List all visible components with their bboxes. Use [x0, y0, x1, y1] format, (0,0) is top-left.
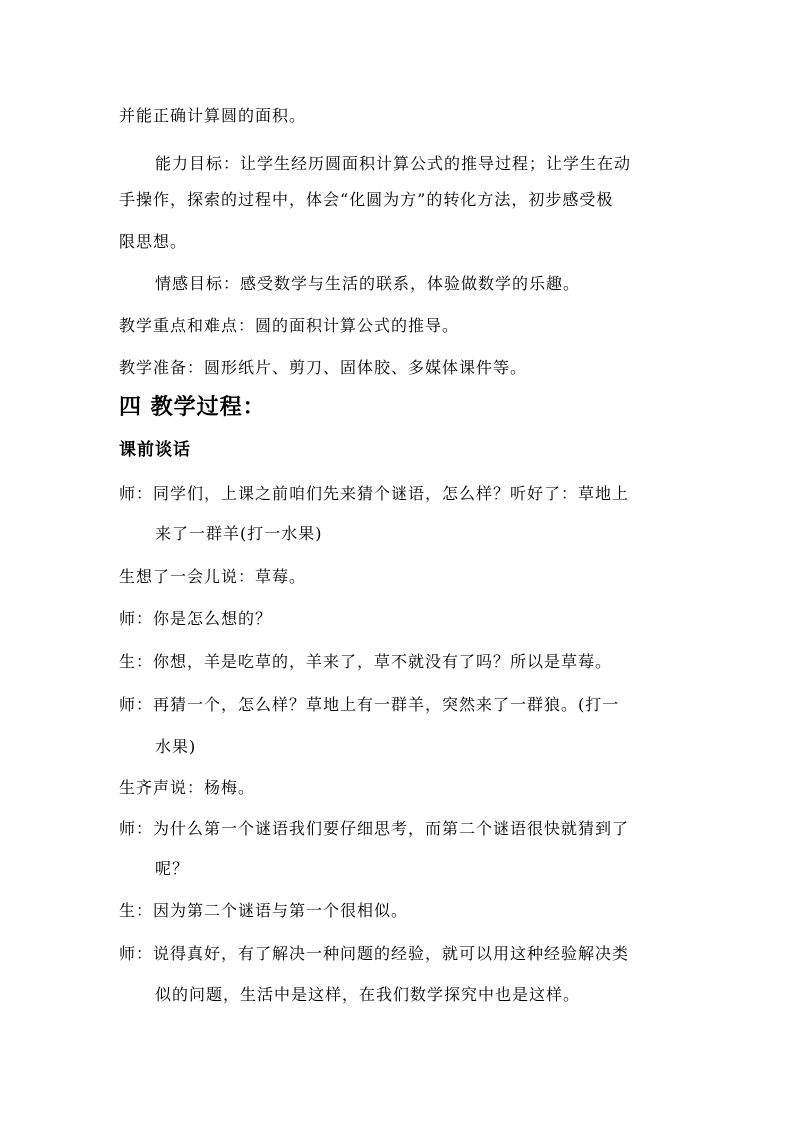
dialogue-line: 水果): [155, 737, 197, 756]
dialogue-line: 来了一群羊(打一水果): [155, 524, 323, 543]
paragraph-line: 并能正确计算圆的面积。: [119, 106, 307, 125]
dialogue-line: 师：同学们，上课之前咱们先来猜个谜语，怎么样？听好了：草地上: [119, 484, 630, 503]
paragraph-line: 情感目标：感受数学与生活的联系，体验做数学的乐趣。: [155, 274, 581, 293]
dialogue-line: 师：为什么第一个谜语我们要仔细思考，而第二个谜语很快就猜到了: [119, 819, 630, 838]
section-heading: 四 教学过程：: [119, 394, 266, 420]
dialogue-line: 师：说得真好，有了解决一种问题的经验，就可以用这种经验解决类: [119, 944, 630, 963]
dialogue-line: 呢？: [155, 859, 190, 878]
paragraph-line: 教学重点和难点：圆的面积计算公式的推导。: [119, 316, 460, 335]
paragraph-line: 限思想。: [119, 232, 188, 251]
dialogue-line: 似的问题，生活中是这样，在我们数学探究中也是这样。: [155, 985, 581, 1004]
paragraph-line: 教学准备：圆形纸片、剪刀、固体胶、多媒体课件等。: [119, 358, 528, 377]
dialogue-line: 师：你是怎么想的？: [119, 609, 273, 628]
dialogue-line: 生：因为第二个谜语与第一个很相似。: [119, 901, 409, 920]
subheading: 课前谈话: [119, 440, 191, 460]
dialogue-line: 生想了一会儿说：草莓。: [119, 567, 307, 586]
dialogue-line: 师：再猜一个，怎么样？草地上有一群羊，突然来了一群狼。(打一: [119, 695, 620, 714]
dialogue-line: 生：你想，羊是吃草的，羊来了，草不就没有了吗？所以是草莓。: [119, 652, 613, 671]
dialogue-line: 生齐声说：杨梅。: [119, 778, 256, 797]
paragraph-line: 能力目标：让学生经历圆面积计算公式的推导过程；让学生在动: [155, 154, 632, 173]
paragraph-line: 手操作，探索的过程中，体会“化圆为方”的转化方法，初步感受极: [119, 190, 614, 209]
